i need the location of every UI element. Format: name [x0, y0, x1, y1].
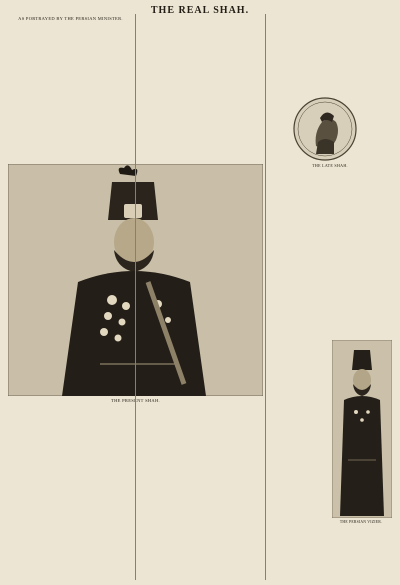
- column-2-top: [138, 14, 263, 76]
- portrait-caption: THE PRESENT SHAH.: [111, 398, 160, 403]
- column-2-bottom: [138, 412, 263, 578]
- column-3-side: [268, 340, 330, 512]
- present-shah-portrait: [8, 164, 263, 396]
- late-shah-medallion: [292, 96, 358, 162]
- column-divider-1: [135, 14, 136, 580]
- vizier-caption: THE PERSIAN VIZIER.: [339, 520, 383, 524]
- column-3-middle: [268, 168, 392, 340]
- medal-caption: THE LATE SHAH.: [312, 163, 348, 168]
- column-divider-2: [265, 14, 266, 580]
- column-1-top: [8, 24, 132, 160]
- article-title: THE REAL SHAH.: [150, 5, 250, 16]
- persian-vizier-portrait: [332, 340, 392, 518]
- column-3-top: [268, 14, 392, 94]
- column-1-bottom: [8, 412, 132, 578]
- column-3-bottom: [268, 530, 392, 578]
- article-subtitle: AS PORTRAYED BY THE PERSIAN MINISTER.: [18, 16, 123, 21]
